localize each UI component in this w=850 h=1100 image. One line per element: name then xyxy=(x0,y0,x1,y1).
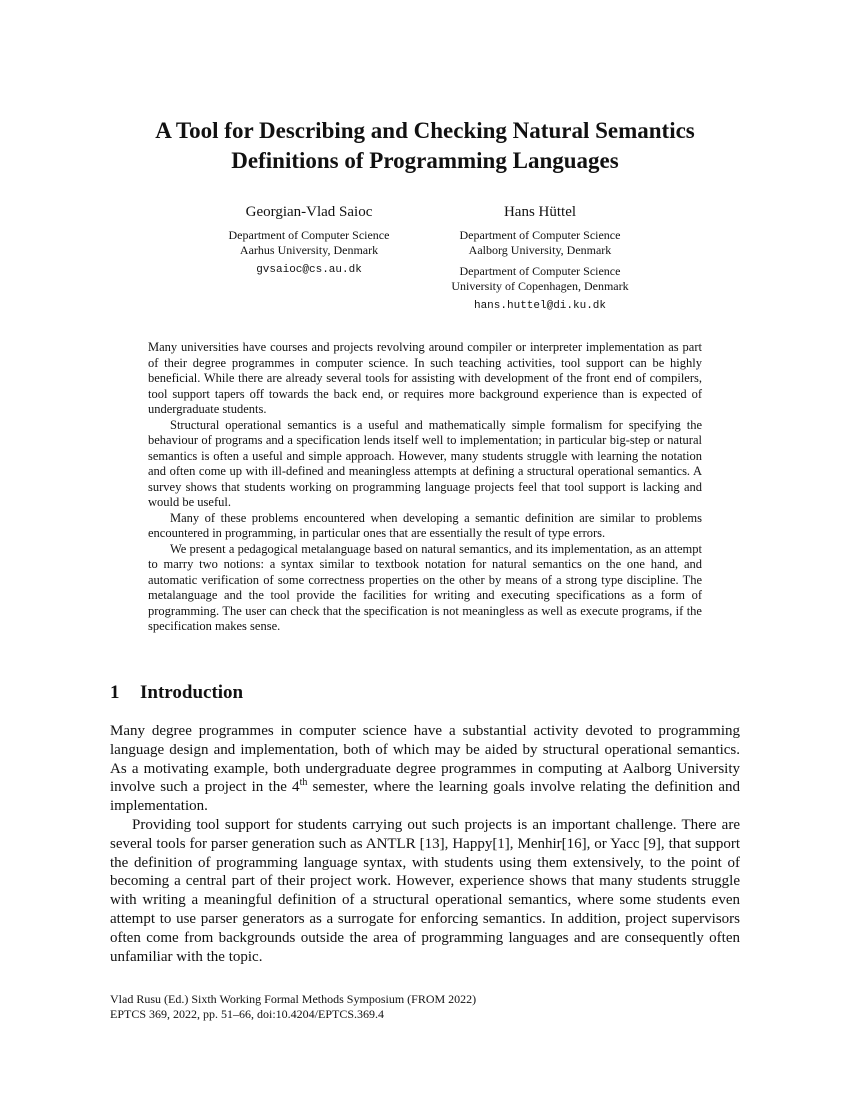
body-paragraph: Providing tool support for students carrying out such projects is an important challenge. There are several tools for parser generation such as ANTLR [13], Happy[1], Menhir[16], or Yacc [9], that support the definition of programming language syntax, with students using them extensively, to the point of becoming a central part of their project work. However, experience shows that many students struggle with writing a meaningful definition of a structural operational semantics, where some students even attempt to use parser generators as a surrogate for enforcing semantics. In addition, project supervisors often come from backgrounds outside the area of programming languages and are consequently often unfamiliar with the topic. xyxy=(110,816,740,965)
section-heading xyxy=(110,681,243,705)
author-affiliation-univ: Aarhus University, Denmark xyxy=(239,243,379,257)
author-block-2 xyxy=(428,203,652,314)
abstract-paragraph: Many universities have courses and projects revolving around compiler or interpreter implementation as part of their degree programmes in computer science. In such teaching activities, tool support can be highly beneficial. While there are already several tools for assisting with development of the front end of compilers, tool support tapers off towards the back end, or requires more background experience than is expected of undergraduate students. xyxy=(148,340,702,416)
author-affiliation2-dept: Department of Computer Science xyxy=(459,264,621,278)
abstract-paragraph: We present a pedagogical metalanguage based on natural semantics, and its implementation, as an attempt to marry two notions: a syntax similar to textbook notation for natural semantics on the one hand, and automatic verification of some correctness properties on the other by means of a strong type discipline. The metalanguage and the tool provide the facilities for writing and executing specifications as a form of programming. The user can check that the specification is not meaningless as well as execute programs, if the specification makes sense. xyxy=(148,541,702,633)
abstract-paragraph: Structural operational semantics is a useful and mathematically simple formalism for specifying the behaviour of programs and a specification lends itself well to implementation; in particular big-step or natural semantics is often a useful and simple approach. However, many students struggle with learning the notation and often come up with ill-defined and meaningless attempts at defining a structural operational semantics. A survey shows that students working on programming language projects feel that tool support is lacking and would be useful. xyxy=(148,417,702,509)
page-footer xyxy=(110,992,476,1022)
author-affiliation-univ: Aalborg University, Denmark xyxy=(468,243,612,257)
author-affiliation-dept: Department of Computer Science xyxy=(228,228,390,242)
author-affiliation2-univ: University of Copenhagen, Denmark xyxy=(451,279,629,293)
author-name: Georgian-Vlad Saioc xyxy=(245,204,373,220)
section-body xyxy=(110,722,740,966)
body-paragraph xyxy=(110,722,740,816)
title-line-2: Definitions of Programming Languages xyxy=(231,148,619,173)
paper-title xyxy=(100,116,750,176)
author-affiliation-dept: Department of Computer Science xyxy=(459,228,621,242)
paragraph-text: Many degree programmes in computer science have a substantial activity devoted to programming language design and implementation, both of which may be aided by structural operational semantics. As a motivating example, both undergraduate degree programmes in computing at Aalborg University involve such a project in the 4 xyxy=(110,723,740,796)
footer-line: EPTCS 369, 2022, pp. 51–66, doi:10.4204/EPTCS.369.4 xyxy=(110,1007,385,1021)
author-name: Hans Hüttel xyxy=(503,204,577,220)
section-title: Introduction xyxy=(140,682,244,703)
superscript: th xyxy=(299,777,308,789)
footer-line: Vlad Rusu (Ed.) Sixth Working Formal Methods Symposium (FROM 2022) xyxy=(110,992,477,1006)
title-line-1: A Tool for Describing and Checking Natural Semantics xyxy=(155,118,695,143)
author-block-1 xyxy=(197,203,421,278)
author-email: hans.huttel@di.ku.dk xyxy=(473,300,607,312)
section-number: 1 xyxy=(110,682,120,703)
abstract xyxy=(148,340,702,635)
author-email: gvsaioc@cs.au.dk xyxy=(256,264,362,276)
paragraph-text: semester, where the learning goals involve relating the definition and implementation. xyxy=(110,779,740,815)
abstract-paragraph: Many of these problems encountered when developing a semantic definition are similar to problems encountered in programming, in particular ones that are essentially the result of type errors. xyxy=(148,510,702,540)
